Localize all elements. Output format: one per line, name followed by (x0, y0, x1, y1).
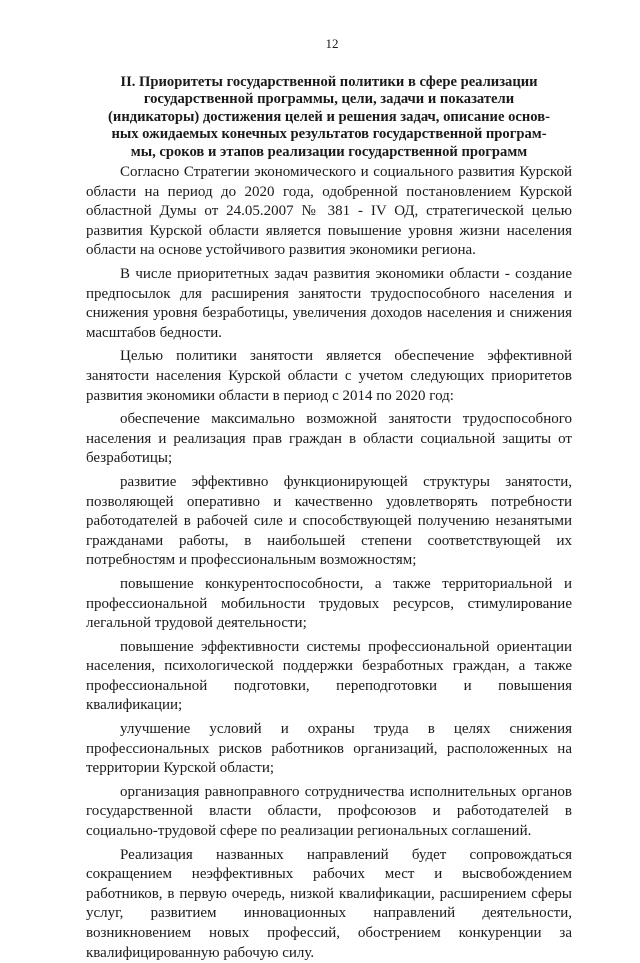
list-item-paragraph: повышение эффективности системы профессиональной ориентации населения, психологической поддержки безработных граждан, а также профессиональной подготовки, переподготовки и повышения квалификации; (86, 638, 572, 714)
list-item-paragraph: развитие эффективно функционирующей структуры занятости, позволяющей оперативно и качественно удовлетворять потребности работодателей в рабочей силе и способствующей получению незанятыми гражданами работы, в наибольшей степени соответствующей их потребностям и профессиональным возможностям; (86, 473, 572, 569)
list-item-paragraph: организация равноправного сотрудничества исполнительных органов государственной власти области, профсоюзов и работодателей в социально-трудовой сфере по реализации региональных соглашений. (86, 783, 572, 840)
paragraph: В числе приоритетных задач развития экономики области - создание предпосылок для расширения занятости трудоспособного населения и снижения уровня безработицы, увеличения доходов населения и снижения масштабов бедности. (86, 266, 572, 341)
paragraph: Реализация названных направлений будет сопровождаться сокращением неэффективных рабочих мест и высвобождением работников, в первую очередь, низкой квалификации, расширением сферы услуг, развитием инновационных направлений деятельности, возникновением новых профессий, обострением конкуренции за квалифицированную рабочую силу. (86, 846, 572, 961)
paragraph: Целью политики занятости является обеспечение эффективной занятости населения Курской области с учетом следующих приоритетов развития экономики области в период с 2014 по 2020 год: (86, 348, 572, 404)
heading-line: ных ожидаемых конечных результатов государственной програм- (111, 126, 547, 143)
heading-line: II. Приоритеты государственной политики в сфере реализации (120, 74, 538, 90)
body-text (86, 163, 572, 963)
list-item-paragraph: улучшение условий и охраны труда в целях снижения профессиональных рисков работников организаций, расположенных на территории Курской области; (86, 721, 572, 777)
paragraph: Согласно Стратегии экономического и социального развития Курской области на период до 2020 года, одобренной постановлением Курской областной Думы от 24.05.2007 № 381 - IV ОД, стратегической целью развития Курской области является повышение уровня жизни населения области на основе устойчивого развития экономики региона. (86, 164, 572, 259)
heading-line: государственной программы, цели, задачи и показатели (143, 91, 515, 108)
heading-line: мы, сроков и этапов реализации государственной программ (130, 143, 528, 160)
heading-line: (индикаторы) достижения целей и решения задач, описание основ- (108, 108, 550, 125)
section-heading (86, 74, 572, 161)
page-number: 12 (325, 36, 339, 51)
list-item-paragraph: обеспечение максимально возможной занятости трудоспособного населения и реализация прав граждан в области социальной защиты от безработицы; (86, 411, 572, 467)
list-item-paragraph: повышение конкурентоспособности, а также территориальной и профессиональной мобильности трудовых ресурсов, стимулирование легальной трудовой деятельности; (86, 575, 572, 632)
